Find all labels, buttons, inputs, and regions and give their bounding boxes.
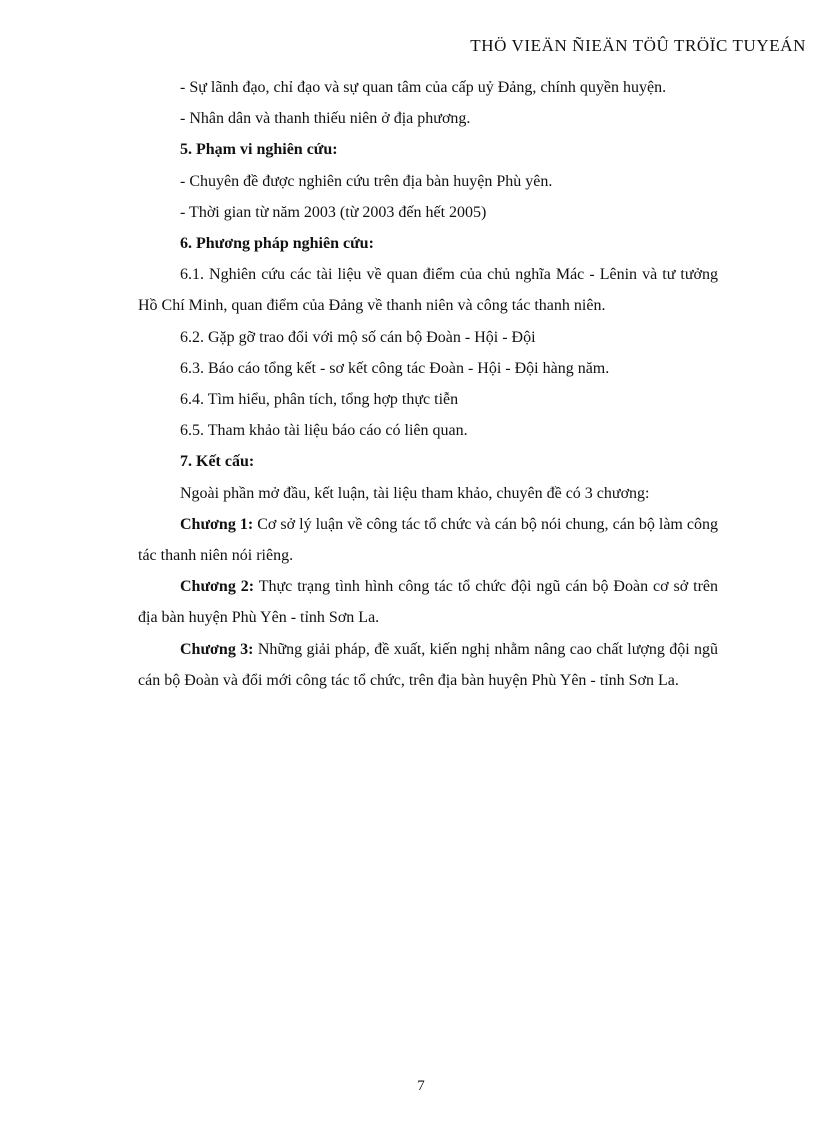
chapter-3-label: Chương 3:: [180, 640, 254, 658]
method-6-2: 6.2. Gặp gỡ trao đổi với mộ số cán bộ Đoàn - Hội - Đội: [180, 328, 536, 346]
method-6-1: 6.1. Nghiên cứu các tài liệu về quan điểm của chủ nghĩa Mác - Lênin và tư tưởng Hồ Chí Minh, quan điểm của Đảng về thanh niên và công tác thanh niên.: [138, 266, 718, 315]
paragraph-people: - Nhân dân và thanh thiếu niên ở địa phương.: [180, 110, 471, 128]
page-number: 7: [417, 1078, 425, 1094]
heading-structure: 7. Kết cấu:: [180, 453, 255, 471]
method-6-3: 6.3. Báo cáo tổng kết - sơ kết công tác Đoàn - Hội - Đội hàng năm.: [180, 359, 610, 377]
page-header: THÖ VIEÄN ÑIEÄN TÖÛ TRÖÏC TUYEÁN: [470, 36, 806, 55]
chapter-2-label: Chương 2:: [180, 578, 255, 596]
chapter-1-text: Cơ sở lý luận về công tác tổ chức và cán bộ nói chung, cán bộ làm công tác thanh niên nói riêng.: [138, 515, 719, 565]
paragraph-leadership: - Sự lãnh đạo, chỉ đạo và sự quan tâm của cấp uỷ Đảng, chính quyền huyện.: [180, 79, 667, 96]
chapter-1-paragraph: [138, 509, 718, 571]
chapter-3-text: Những giải pháp, đề xuất, kiến nghị nhằm nâng cao chất lượng đội ngũ cán bộ Đoàn và đổi mới công tác tổ chức, trên địa bàn huyện Phù Yên - tỉnh Sơn La.: [138, 640, 719, 689]
chapter-2-paragraph: [138, 571, 718, 633]
paragraph-scope-area: - Chuyên đề được nghiên cứu trên địa bàn huyện Phù yên.: [180, 172, 553, 190]
method-6-5: 6.5. Tham khảo tài liệu báo cáo có liên quan.: [180, 422, 468, 440]
heading-scope: 5. Phạm vi nghiên cứu:: [180, 141, 338, 159]
heading-methods: 6. Phương pháp nghiên cứu:: [180, 235, 374, 253]
chapter-3-paragraph: [138, 634, 718, 696]
document-body: [138, 72, 718, 696]
paragraph-structure-intro: Ngoài phần mở đầu, kết luận, tài liệu tham khảo, chuyên đề có 3 chương:: [180, 484, 650, 502]
method-6-4: 6.4. Tìm hiểu, phân tích, tổng hợp thực tiễn: [180, 391, 459, 409]
paragraph-scope-time: - Thời gian từ năm 2003 (từ 2003 đến hết 2005): [180, 203, 487, 221]
chapter-2-text: Thực trạng tình hình công tác tổ chức đội ngũ cán bộ Đoàn cơ sở trên địa bàn huyện Phù Yên - tỉnh Sơn La.: [138, 578, 719, 627]
chapter-1-label: Chương 1:: [180, 515, 254, 533]
